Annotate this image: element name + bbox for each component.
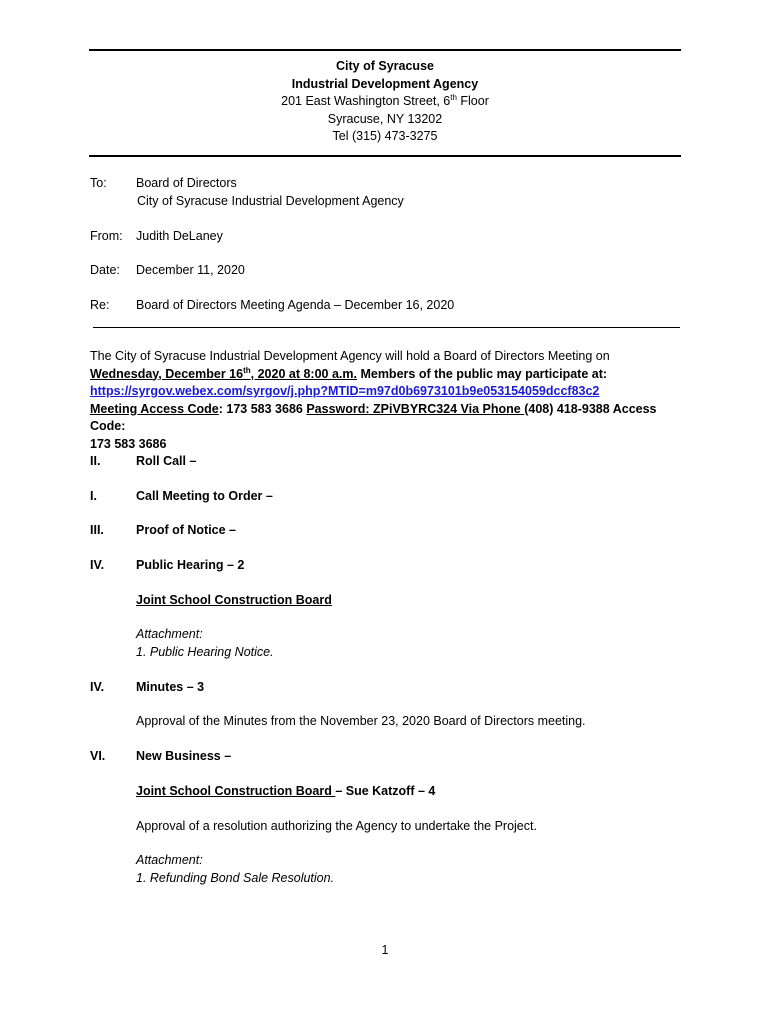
phone-access-code: 173 583 3686 xyxy=(90,436,167,451)
business-subject: Joint School Construction Board xyxy=(136,784,336,798)
item-title: Proof of Notice – xyxy=(136,523,237,537)
business-attachment-label: Attachment: xyxy=(136,853,203,867)
memo-rule xyxy=(93,327,680,328)
item-number: I. xyxy=(90,489,97,503)
page-number: 1 xyxy=(381,943,389,957)
org-name-line1: City of Syracuse xyxy=(336,59,434,73)
item-title: Call Meeting to Order – xyxy=(136,489,273,503)
intro-line2 xyxy=(90,366,685,384)
item-title: Roll Call – xyxy=(136,454,197,468)
password-label: Password: xyxy=(306,401,370,416)
business-presenter: – Sue Katzoff – 4 xyxy=(335,784,436,798)
intro-line4 xyxy=(90,401,685,436)
to-line2: City of Syracuse Industrial Development Agency xyxy=(137,194,404,208)
address-line: 201 East Washington Street, 6th Floor xyxy=(281,92,489,108)
date-value: December 11, 2020 xyxy=(136,263,245,277)
access-code-label: Meeting Access Code xyxy=(90,401,219,416)
item-number: IV. xyxy=(90,680,105,694)
to-line1: Board of Directors xyxy=(136,176,237,190)
minutes-text: Approval of the Minutes from the November 23, 2020 Board of Directors meeting. xyxy=(136,714,586,728)
re-label: Re: xyxy=(90,298,110,312)
to-label: To: xyxy=(90,176,107,190)
intro-line1: The City of Syracuse Industrial Development Agency will hold a Board of Directors Meeting on xyxy=(90,349,610,363)
letterhead-rule xyxy=(89,155,681,157)
item-title: Public Hearing – 2 xyxy=(136,558,245,572)
item-title: New Business – xyxy=(136,749,232,763)
meeting-datetime: Wednesday, December 16th, 2020 at 8:00 a.m. xyxy=(90,365,357,381)
hearing-attachment-item: 1. Public Hearing Notice. xyxy=(136,645,274,659)
tel-line: Tel (315) 473-3275 xyxy=(332,129,438,143)
city-line: Syracuse, NY 13202 xyxy=(327,111,443,126)
meeting-intro xyxy=(90,348,685,453)
business-subject-line xyxy=(136,783,696,801)
from-value: Judith DeLaney xyxy=(136,229,223,243)
business-text: Approval of a resolution authorizing the Agency to undertake the Project. xyxy=(136,819,537,833)
item-number: VI. xyxy=(90,749,106,763)
password-value: ZPiVBYRC324 Via Phone xyxy=(369,401,525,416)
hearing-subject: Joint School Construction Board xyxy=(136,593,332,607)
public-participation-text: Members of the public may participate at: xyxy=(356,366,608,381)
from-label: From: xyxy=(90,229,123,243)
hearing-attachment-label: Attachment: xyxy=(136,627,203,641)
item-number: IV. xyxy=(90,558,105,572)
item-number: II. xyxy=(90,454,101,468)
access-code-value: : 173 583 3686 xyxy=(218,401,307,416)
top-rule xyxy=(89,49,681,51)
date-label: Date: xyxy=(90,263,120,277)
letterhead xyxy=(89,58,681,146)
re-value: Board of Directors Meeting Agenda – December 16, 2020 xyxy=(136,298,455,312)
org-name-line2: Industrial Development Agency xyxy=(291,76,479,91)
item-number: III. xyxy=(90,523,104,537)
phone-value: (408) 418-9388 Access Code: xyxy=(90,401,657,433)
item-title: Minutes – 3 xyxy=(136,680,205,694)
webex-link[interactable]: https://syrgov.webex.com/syrgov/j.php?MTID=m97d0b6973101b9e053154059dccf83c2 xyxy=(90,384,600,398)
business-attachment-item: 1. Refunding Bond Sale Resolution. xyxy=(136,871,335,885)
